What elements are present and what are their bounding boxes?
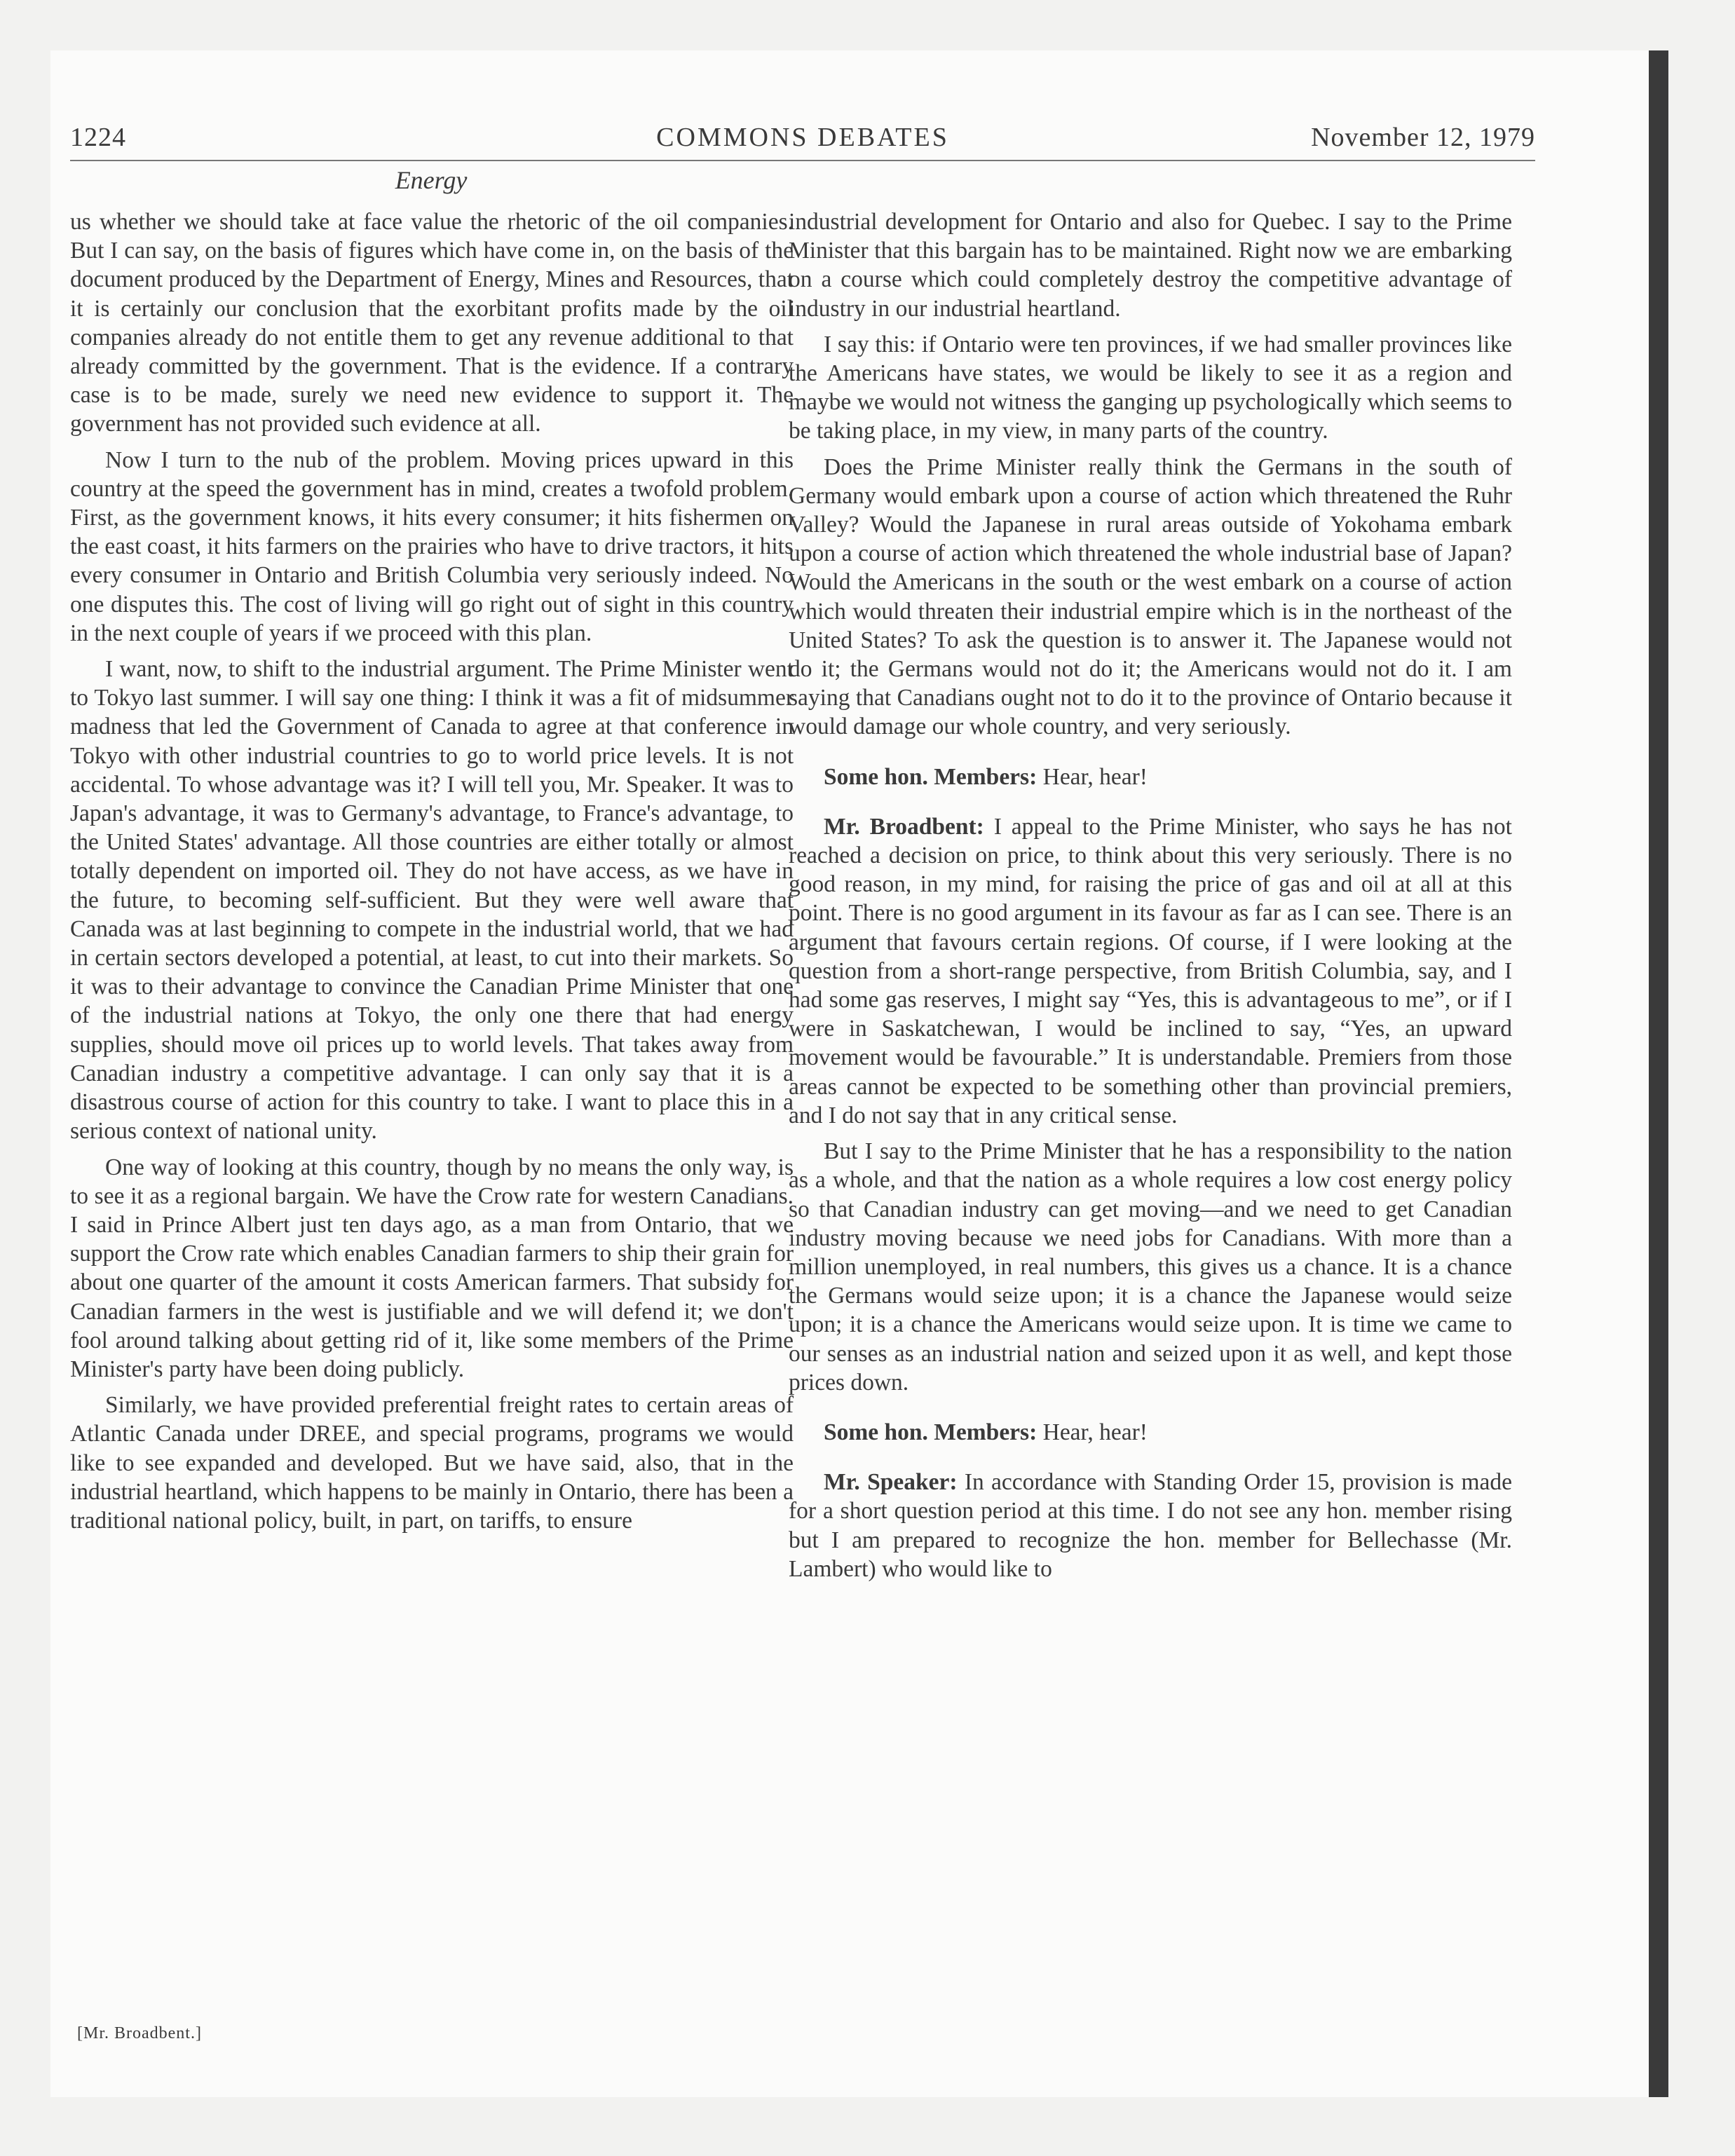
speech <box>789 1468 1512 1583</box>
speech-text: In accordance with Standing Order 15, provision is made for a short question period at this time. I do not see any hon. member rising but I am prepared to recognize the hon. member for Bellechasse (Mr. Lambert) who would like to <box>789 1469 1512 1582</box>
footer-attribution: [Mr. Broadbent.] <box>77 2024 202 2042</box>
paragraph: Now I turn to the nub of the problem. Moving prices upward in this country at the speed the government has in mind, creates a twofold problem. First, as the government knows, it hits every consumer; it hits fishermen on the east coast, it hits farmers on the prairies who have to drive tractors, it hits every consumer in Ontario and British Columbia very seriously indeed. No one disputes this. The cost of living will go right out of sight in this country in the next couple of years if we proceed with this plan. <box>70 446 794 646</box>
paragraph: I want, now, to shift to the industrial argument. The Prime Minister went to Tokyo last summer. I will say one thing: I think it was a fit of midsummer madness that led the Government of Canada to agree at that conference in Tokyo with other industrial countries to go to world price levels. It is not accidental. To whose advantage was it? I will tell you, Mr. Speaker. It was to Japan's advantage, it was to Germany's advantage, to France's advantage, to the United States' advantage. All those countries are either totally or almost totally dependent on imported oil. They do not have access, as we have in the future, to becoming self-sufficient. But they were well aware that Canada was at last beginning to compete in the industrial world, that we had in certain sectors developed a potential, at least, to cut into their markets. So it was to their advantage to convince the Canadian Prime Minister that one of the industrial nations at Tokyo, the only one there that had energy supplies, should move oil prices up to world levels. That takes away from Canadian industry a competitive advantage. I can only say that it is a disastrous course of action for this country to take. I want to place this in a serious context of national unity. <box>70 656 794 1145</box>
speech <box>789 812 1512 1130</box>
interjection <box>789 1418 1512 1447</box>
paragraph: But I say to the Prime Minister that he has a responsibility to the nation as a whole, and that the nation as a whole requires a low cost energy policy so that Canadian industry can get moving—and we need to get Canadian industry moving because we need jobs for Canadians. With more than a million unemployed, in real numbers, this gives us a chance. It is a chance the Germans would seize upon; it is a chance the Japanese would seize upon; it is a chance the Americans would seize upon. It is time we came to our senses as an industrial nation and seized upon it as well, and kept those prices down. <box>789 1138 1512 1396</box>
speaker-label: Mr. Broadbent: <box>824 813 984 840</box>
paragraph: industrial development for Ontario and also for Quebec. I say to the Prime Minister that this bargain has to be maintained. Right now we are embarking on a course which could completely destroy the competitive advantage of industry in our industrial heartland. <box>789 209 1512 322</box>
right-column <box>789 207 1512 1590</box>
binding-edge <box>1649 50 1668 2097</box>
speaker-label: Mr. Speaker: <box>824 1469 958 1496</box>
left-column <box>70 207 794 1542</box>
interjection <box>789 763 1512 791</box>
speech-text: I appeal to the Prime Minister, who says he has not reached a decision on price, to think about this very seriously. There is no good reason, in my mind, for raising the price of gas and oil at all at this point. There is no good argument in its favour as far as I can see. There is an argument that favours certain regions. Of course, if I were looking at the question from a short-range perspective, from British Columbia, say, and I had some gas reserves, I might say “Yes, this is advantageous to me”, or if I were in Saskatchewan, I would be inclined to say, “Yes, an upward movement would be favourable.” It is understandable. Premiers from those areas cannot be expected to be something other than provincial premiers, and I do not say that in any critical sense. <box>789 813 1512 1128</box>
interjection-text: Hear, hear! <box>1037 1419 1148 1445</box>
paragraph: Similarly, we have provided preferential freight rates to certain areas of Atlantic Canada under DREE, and special programs, programs we would like to see expanded and developed. But we have said, also, that in the industrial heartland, which happens to be mainly in Ontario, there has been a traditional national policy, built, in part, on tariffs, to ensure <box>70 1392 794 1534</box>
paragraph: One way of looking at this country, though by no means the only way, is to see it as a regional bargain. We have the Crow rate for western Canadians. I said in Prince Albert just ten days ago, as a man from Ontario, that we support the Crow rate which enables Canadian farmers to ship their grain for about one quarter of the amount it costs American farmers. That subsidy for Canadian farmers in the west is justifiable and we will defend it; we don't fool around talking about getting rid of it, like some members of the Prime Minister's party have been doing publicly. <box>70 1154 794 1382</box>
paragraph: Does the Prime Minister really think the Germans in the south of Germany would embark upon a course of action which threatened the Ruhr Valley? Would the Japanese in rural areas outside of Yokohama embark upon a course of action which threatened the whole industrial base of Japan? Would the Americans in the south or the west embark on a course of action which would threaten their industrial empire which is in the northeast of the United States? To ask the question is to answer it. The Japanese would not do it; the Germans would not do it; the Americans would not do it. I am saying that Canadians ought not to do it to the province of Ontario because it would damage our whole country, and very seriously. <box>789 453 1512 740</box>
page-number: 1224 <box>70 123 126 152</box>
speaker-label: Some hon. Members: <box>824 763 1037 790</box>
interjection-text: Hear, hear! <box>1037 763 1148 790</box>
publication-date: November 12, 1979 <box>1311 123 1535 152</box>
speaker-label: Some hon. Members: <box>824 1419 1037 1445</box>
section-title: Energy <box>395 166 468 194</box>
paragraph: I say this: if Ontario were ten provinces, if we had smaller provinces like the Americans have states, we would be likely to see it as a region and maybe we would not witness the ganging up psychologically which seems to be taking place, in my view, in many parts of the country. <box>789 331 1512 444</box>
page-header <box>70 118 1535 161</box>
publication-title: COMMONS DEBATES <box>656 123 949 152</box>
paragraph: us whether we should take at face value the rhetoric of the oil companies. But I can say, on the basis of figures which have come in, on the basis of the document produced by the Department of Energy, Mines and Resources, that it is certainly our conclusion that the exorbitant profits made by the oil companies already do not entitle them to get any revenue additional to that already committed by the government. That is the evidence. If a contrary case is to be made, surely we need new evidence to support it. The government has not provided such evidence at all. <box>70 209 794 437</box>
